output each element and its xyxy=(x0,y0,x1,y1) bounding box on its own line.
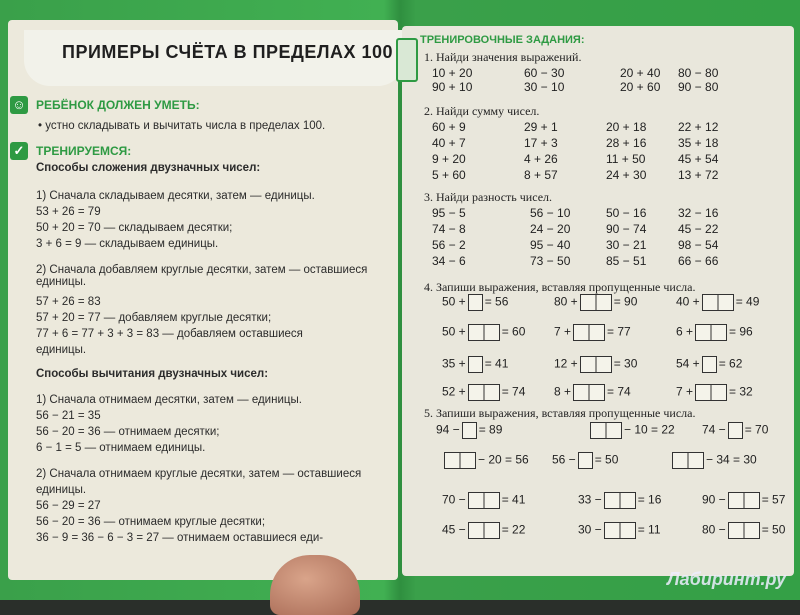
answer-box[interactable] xyxy=(468,522,500,539)
answer-box[interactable] xyxy=(728,422,743,439)
t2_cols-expression: 35 + 18 xyxy=(678,136,719,150)
t5-right: − 10 = 22 xyxy=(624,422,675,437)
t3_cols-expression: 30 − 21 xyxy=(606,238,647,252)
t4-equation xyxy=(442,294,508,311)
t4-right: = 56 xyxy=(484,294,509,309)
t5-right: = 11 xyxy=(637,522,661,537)
sub1-line: 56 − 21 = 35 xyxy=(36,410,101,422)
task3-title: 3. Найди разность чисел. xyxy=(424,190,553,204)
answer-box[interactable] xyxy=(573,384,605,401)
add2-line: 57 + 20 = 77 — добавляем круглые десятки; xyxy=(36,312,272,324)
t5-equation xyxy=(442,522,525,539)
t5-equation xyxy=(588,422,675,439)
t5-left: 30 − xyxy=(578,522,602,537)
sub2-line: единицы. xyxy=(36,484,87,496)
t4-equation xyxy=(554,356,637,373)
answer-box[interactable] xyxy=(468,384,500,401)
t5-right: = 41 xyxy=(501,492,526,507)
t3_cols-expression: 56 − 10 xyxy=(530,206,571,220)
answer-box[interactable] xyxy=(728,522,760,539)
t3_cols-expression: 32 − 16 xyxy=(678,206,719,220)
t4-left: 50 + xyxy=(442,324,466,339)
t4-left: 50 + xyxy=(442,294,466,309)
t5-right: − 20 = 56 xyxy=(478,452,529,467)
t1_cols-expression: 90 + 10 xyxy=(432,80,473,94)
t4-right: = 74 xyxy=(501,384,526,399)
t5-right: = 50 xyxy=(594,452,619,467)
t5-equation xyxy=(670,452,757,469)
answer-box[interactable] xyxy=(462,422,477,439)
add2-line: 77 + 6 = 77 + 3 + 3 = 83 — добавляем оставшиеся xyxy=(36,328,303,340)
sub-heading: Способы вычитания двузначных чисел: xyxy=(36,368,269,380)
t5-right: = 16 xyxy=(637,492,662,507)
t2_cols-expression: 20 + 18 xyxy=(606,120,647,134)
page-title-banner xyxy=(24,30,404,86)
answer-box[interactable] xyxy=(468,324,500,341)
t4-left: 54 + xyxy=(676,356,700,371)
t4-right: = 30 xyxy=(613,356,638,371)
t2_cols-expression: 22 + 12 xyxy=(678,120,719,134)
t4-equation xyxy=(676,324,753,341)
t5-equation xyxy=(702,422,768,439)
t1_cols-expression: 30 − 10 xyxy=(524,80,565,94)
t3_cols-expression: 45 − 22 xyxy=(678,222,719,236)
t5-left: 94 − xyxy=(436,422,460,437)
t5-left: 70 − xyxy=(442,492,466,507)
t4-equation xyxy=(442,356,508,373)
t4-right: = 60 xyxy=(501,324,526,339)
checkmark-icon: ✓ xyxy=(10,142,28,160)
pencil-icon xyxy=(396,38,418,82)
t4-equation xyxy=(554,324,631,341)
t3_cols-expression: 50 − 16 xyxy=(606,206,647,220)
answer-box[interactable] xyxy=(728,492,760,509)
t4-right: = 96 xyxy=(729,324,753,339)
t4-equation xyxy=(676,384,753,401)
t1_cols-expression: 80 − 80 xyxy=(678,66,719,80)
t4-right: = 90 xyxy=(613,294,638,309)
add1-line: 3 + 6 = 9 — складываем единицы. xyxy=(36,238,219,250)
t3_cols-expression: 74 − 8 xyxy=(432,222,466,236)
t5-left: 56 − xyxy=(552,452,576,467)
t4-equation xyxy=(554,294,637,311)
sub1-line: 6 − 1 = 5 — отнимаем единицы. xyxy=(36,442,206,454)
answer-box[interactable] xyxy=(580,356,612,373)
answer-box[interactable] xyxy=(590,422,622,439)
t5-left: 45 − xyxy=(442,522,466,537)
t1_cols-expression: 90 − 80 xyxy=(678,80,719,94)
add1-line: 53 + 26 = 79 xyxy=(36,206,101,218)
skills-item: • устно складывать и вычитать числа в пределах 100. xyxy=(38,120,326,132)
t5-equation xyxy=(702,492,785,509)
t2_cols-expression: 11 + 50 xyxy=(606,152,646,166)
t4-right: = 77 xyxy=(607,324,631,339)
left-page xyxy=(8,20,398,580)
t5-equation xyxy=(552,452,618,469)
answer-box[interactable] xyxy=(702,356,717,373)
answer-box[interactable] xyxy=(672,452,704,469)
t5-right: = 50 xyxy=(761,522,786,537)
t4-equation xyxy=(442,324,525,341)
t4-left: 80 + xyxy=(554,294,578,309)
t5-left: 90 − xyxy=(702,492,726,507)
t4-left: 8 + xyxy=(554,384,572,399)
t3_cols-expression: 24 − 20 xyxy=(530,222,571,236)
t2_cols-expression: 24 + 30 xyxy=(606,168,647,182)
t4-equation xyxy=(554,384,631,401)
t3_cols-expression: 85 − 51 xyxy=(606,254,647,268)
add2-line: 57 + 26 = 83 xyxy=(36,296,101,308)
t1_cols-expression: 20 + 40 xyxy=(620,66,661,80)
sub2-line: 56 − 29 = 27 xyxy=(36,500,101,512)
t4-left: 40 + xyxy=(676,294,700,309)
t5-right: = 89 xyxy=(478,422,503,437)
t1_cols-expression: 20 + 60 xyxy=(620,80,661,94)
answer-box[interactable] xyxy=(444,452,476,469)
answer-box[interactable] xyxy=(695,384,727,401)
t5-equation xyxy=(578,522,661,539)
t5-left: 33 − xyxy=(578,492,602,507)
sub1-line: 1) Сначала отнимаем десятки, затем — единицы. xyxy=(36,394,302,406)
task5-title: 5. Запиши выражения, вставляя пропущенные числа. xyxy=(424,406,696,420)
t5-equation xyxy=(442,492,525,509)
t3_cols-expression: 95 − 5 xyxy=(432,206,466,220)
t2_cols-expression: 13 + 72 xyxy=(678,168,719,182)
skills-heading: РЕБЁНОК ДОЛЖЕН УМЕТЬ: xyxy=(36,98,200,112)
answer-box[interactable] xyxy=(695,324,727,341)
sub2-line: 36 − 9 = 36 − 6 − 3 = 27 — отнимаем оставшиеся еди- xyxy=(36,532,324,544)
page-title: ПРИМЕРЫ СЧЁТА В ПРЕДЕЛАХ 100 xyxy=(62,42,394,62)
children-icon: ☺ xyxy=(10,96,28,114)
t4-left: 6 + xyxy=(676,324,694,339)
sub2-line: 56 − 20 = 36 — отнимаем круглые десятки; xyxy=(36,516,266,528)
t5-right: = 22 xyxy=(501,522,526,537)
t4-left: 12 + xyxy=(554,356,578,371)
t4-equation xyxy=(442,384,525,401)
tasks-heading: ТРЕНИРОВОЧНЫЕ ЗАДАНИЯ: xyxy=(420,34,585,46)
t4-right: = 49 xyxy=(735,294,760,309)
t3_cols-expression: 98 − 54 xyxy=(678,238,719,252)
t5-equation xyxy=(702,522,785,539)
sub2-line: 2) Сначала отнимаем круглые десятки, затем — оставшиеся xyxy=(36,468,362,480)
t3_cols-expression: 90 − 74 xyxy=(606,222,647,236)
t4-left: 7 + xyxy=(554,324,572,339)
t5-equation xyxy=(442,452,529,469)
t5-equation xyxy=(578,492,661,509)
t2_cols-expression: 40 + 7 xyxy=(432,136,466,150)
sub1-line: 56 − 20 = 36 — отнимаем десятки; xyxy=(36,426,220,438)
t4-equation xyxy=(676,356,742,373)
t2_cols-expression: 9 + 20 xyxy=(432,152,466,166)
t2_cols-expression: 45 + 54 xyxy=(678,152,719,166)
t5-equation xyxy=(436,422,502,439)
t2_cols-expression: 4 + 26 xyxy=(524,152,558,166)
t5-right: = 70 xyxy=(744,422,769,437)
t3_cols-expression: 95 − 40 xyxy=(530,238,571,252)
answer-box[interactable] xyxy=(604,522,636,539)
t2_cols-expression: 17 + 3 xyxy=(524,136,558,150)
task2-title: 2. Найди сумму чисел. xyxy=(424,104,540,118)
t5-left: 74 − xyxy=(702,422,726,437)
t5-right: = 57 xyxy=(761,492,786,507)
answer-box[interactable] xyxy=(580,294,612,311)
answer-box[interactable] xyxy=(604,492,636,509)
t3_cols-expression: 56 − 2 xyxy=(432,238,466,252)
task1-title: 1. Найди значения выражений. xyxy=(424,50,582,64)
t2_cols-expression: 60 + 9 xyxy=(432,120,466,134)
t4-right: = 32 xyxy=(729,384,753,399)
add1-line: 50 + 20 = 70 — складываем десятки; xyxy=(36,222,233,234)
add2-line: единицы. xyxy=(36,344,87,356)
t2_cols-expression: 28 + 16 xyxy=(606,136,647,150)
answer-box[interactable] xyxy=(468,492,500,509)
t4-right: = 74 xyxy=(607,384,631,399)
t5-left: 80 − xyxy=(702,522,726,537)
t3_cols-expression: 34 − 6 xyxy=(432,254,466,268)
watermark: Лабиринт.ру xyxy=(667,569,786,589)
t1_cols-expression: 60 − 30 xyxy=(524,66,565,80)
t4-left: 35 + xyxy=(442,356,466,371)
right-page xyxy=(402,26,794,576)
answer-box[interactable] xyxy=(468,356,483,373)
t1_cols-expression: 10 + 20 xyxy=(432,66,473,80)
t3_cols-expression: 66 − 66 xyxy=(678,254,719,268)
t4-right: = 41 xyxy=(484,356,509,371)
t2_cols-expression: 5 + 60 xyxy=(432,168,466,182)
t5-right: − 34 = 30 xyxy=(706,452,757,467)
t2_cols-expression: 8 + 57 xyxy=(524,168,558,182)
answer-box[interactable] xyxy=(573,324,605,341)
answer-box[interactable] xyxy=(702,294,734,311)
add2-line: 2) Сначала добавляем круглые десятки, затем — оставшиеся единицы. xyxy=(36,264,368,288)
answer-box[interactable] xyxy=(578,452,593,469)
t3_cols-expression: 73 − 50 xyxy=(530,254,571,268)
t4-right: = 62 xyxy=(718,356,743,371)
add-heading: Способы сложения двузначных чисел: xyxy=(36,162,261,174)
train-heading: ТРЕНИРУЕМСЯ: xyxy=(36,144,132,158)
t2_cols-expression: 29 + 1 xyxy=(524,120,558,134)
answer-box[interactable] xyxy=(468,294,483,311)
t4-left: 7 + xyxy=(676,384,694,399)
t4-left: 52 + xyxy=(442,384,466,399)
task4-title: 4. Запиши выражения, вставляя пропущенные числа. xyxy=(424,280,696,294)
t4-equation xyxy=(676,294,759,311)
add1-line: 1) Сначала складываем десятки, затем — единицы. xyxy=(36,190,315,202)
